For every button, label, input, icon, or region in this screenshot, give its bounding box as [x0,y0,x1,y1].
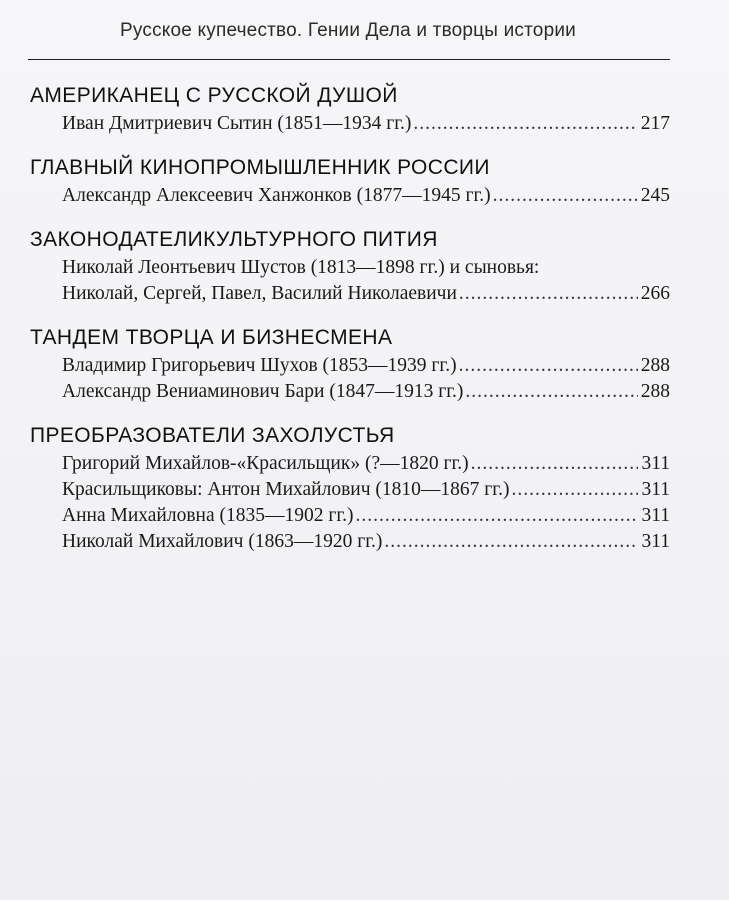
toc-entry [62,529,670,555]
entry-text: Владимир Григорьевич Шухов (1853—1939 гг.) [62,355,457,376]
toc-entry [62,477,670,503]
toc-section [30,323,670,405]
dot-leader [493,183,638,209]
entry-text: Красильщиковы: Антон Михайлович (1810—1867 гг.) [62,479,510,500]
entry-text: Александр Алексеевич Ханжонков (1877—1945 гг.) [62,185,491,206]
entry-text: Николай Михайлович (1863—1920 гг.) [62,531,383,552]
running-head: Русское купечество. Гении Дела и творцы истории [120,20,576,41]
dot-leader [384,529,638,555]
toc-entry [62,503,670,529]
toc-entry [62,281,670,307]
section-title: ТАНДЕМ ТВОРЦА И БИЗНЕСМЕНА [30,326,393,349]
page-number: 217 [640,113,670,134]
section-title: ГЛАВНЫЙ КИНОПРОМЫШЛЕННИК РОССИИ [30,156,490,179]
page-number: 311 [641,505,670,526]
toc-entry [62,353,670,379]
toc-entry [62,255,670,281]
page-number: 311 [641,479,670,500]
toc-section [30,225,670,307]
header-rule [28,59,670,60]
entry-text: Анна Михайловна (1835—1902 гг.) [62,505,354,526]
section-title: ПРЕОБРАЗОВАТЕЛИ ЗАХОЛУСТЬЯ [30,424,395,447]
entry-text: Николай, Сергей, Павел, Василий Николаевичи [62,283,457,304]
toc-entry [62,379,670,405]
dot-leader [459,353,638,379]
entry-text: Григорий Михайлов-«Красильщик» (?—1820 гг.) [62,453,469,474]
table-of-contents [30,81,670,571]
toc-entry [62,451,670,477]
dot-leader [459,281,638,307]
page-number: 266 [640,283,670,304]
toc-section [30,421,670,555]
page-number: 311 [641,531,670,552]
dot-leader [511,477,638,503]
page-number: 311 [641,453,670,474]
dot-leader [413,111,638,137]
toc-section [30,81,670,137]
dot-leader [465,379,638,405]
toc-entry [62,111,670,137]
entry-text: Александр Вениаминович Бари (1847—1913 гг.) [62,381,464,402]
dot-leader [356,503,638,529]
page-number: 288 [640,355,670,376]
entry-text: Иван Дмитриевич Сытин (1851—1934 гг.) [62,113,412,134]
dot-leader [471,451,638,477]
page-number: 288 [640,381,670,402]
section-title: ЗАКОНОДАТЕЛИКУЛЬТУРНОГО ПИТИЯ [30,228,438,251]
section-title: АМЕРИКАНЕЦ С РУССКОЙ ДУШОЙ [30,84,398,107]
toc-section [30,153,670,209]
entry-text: Николай Леонтьевич Шустов (1813—1898 гг.) и сыновья: [62,257,540,278]
toc-entry [62,183,670,209]
page-number: 245 [640,185,670,206]
